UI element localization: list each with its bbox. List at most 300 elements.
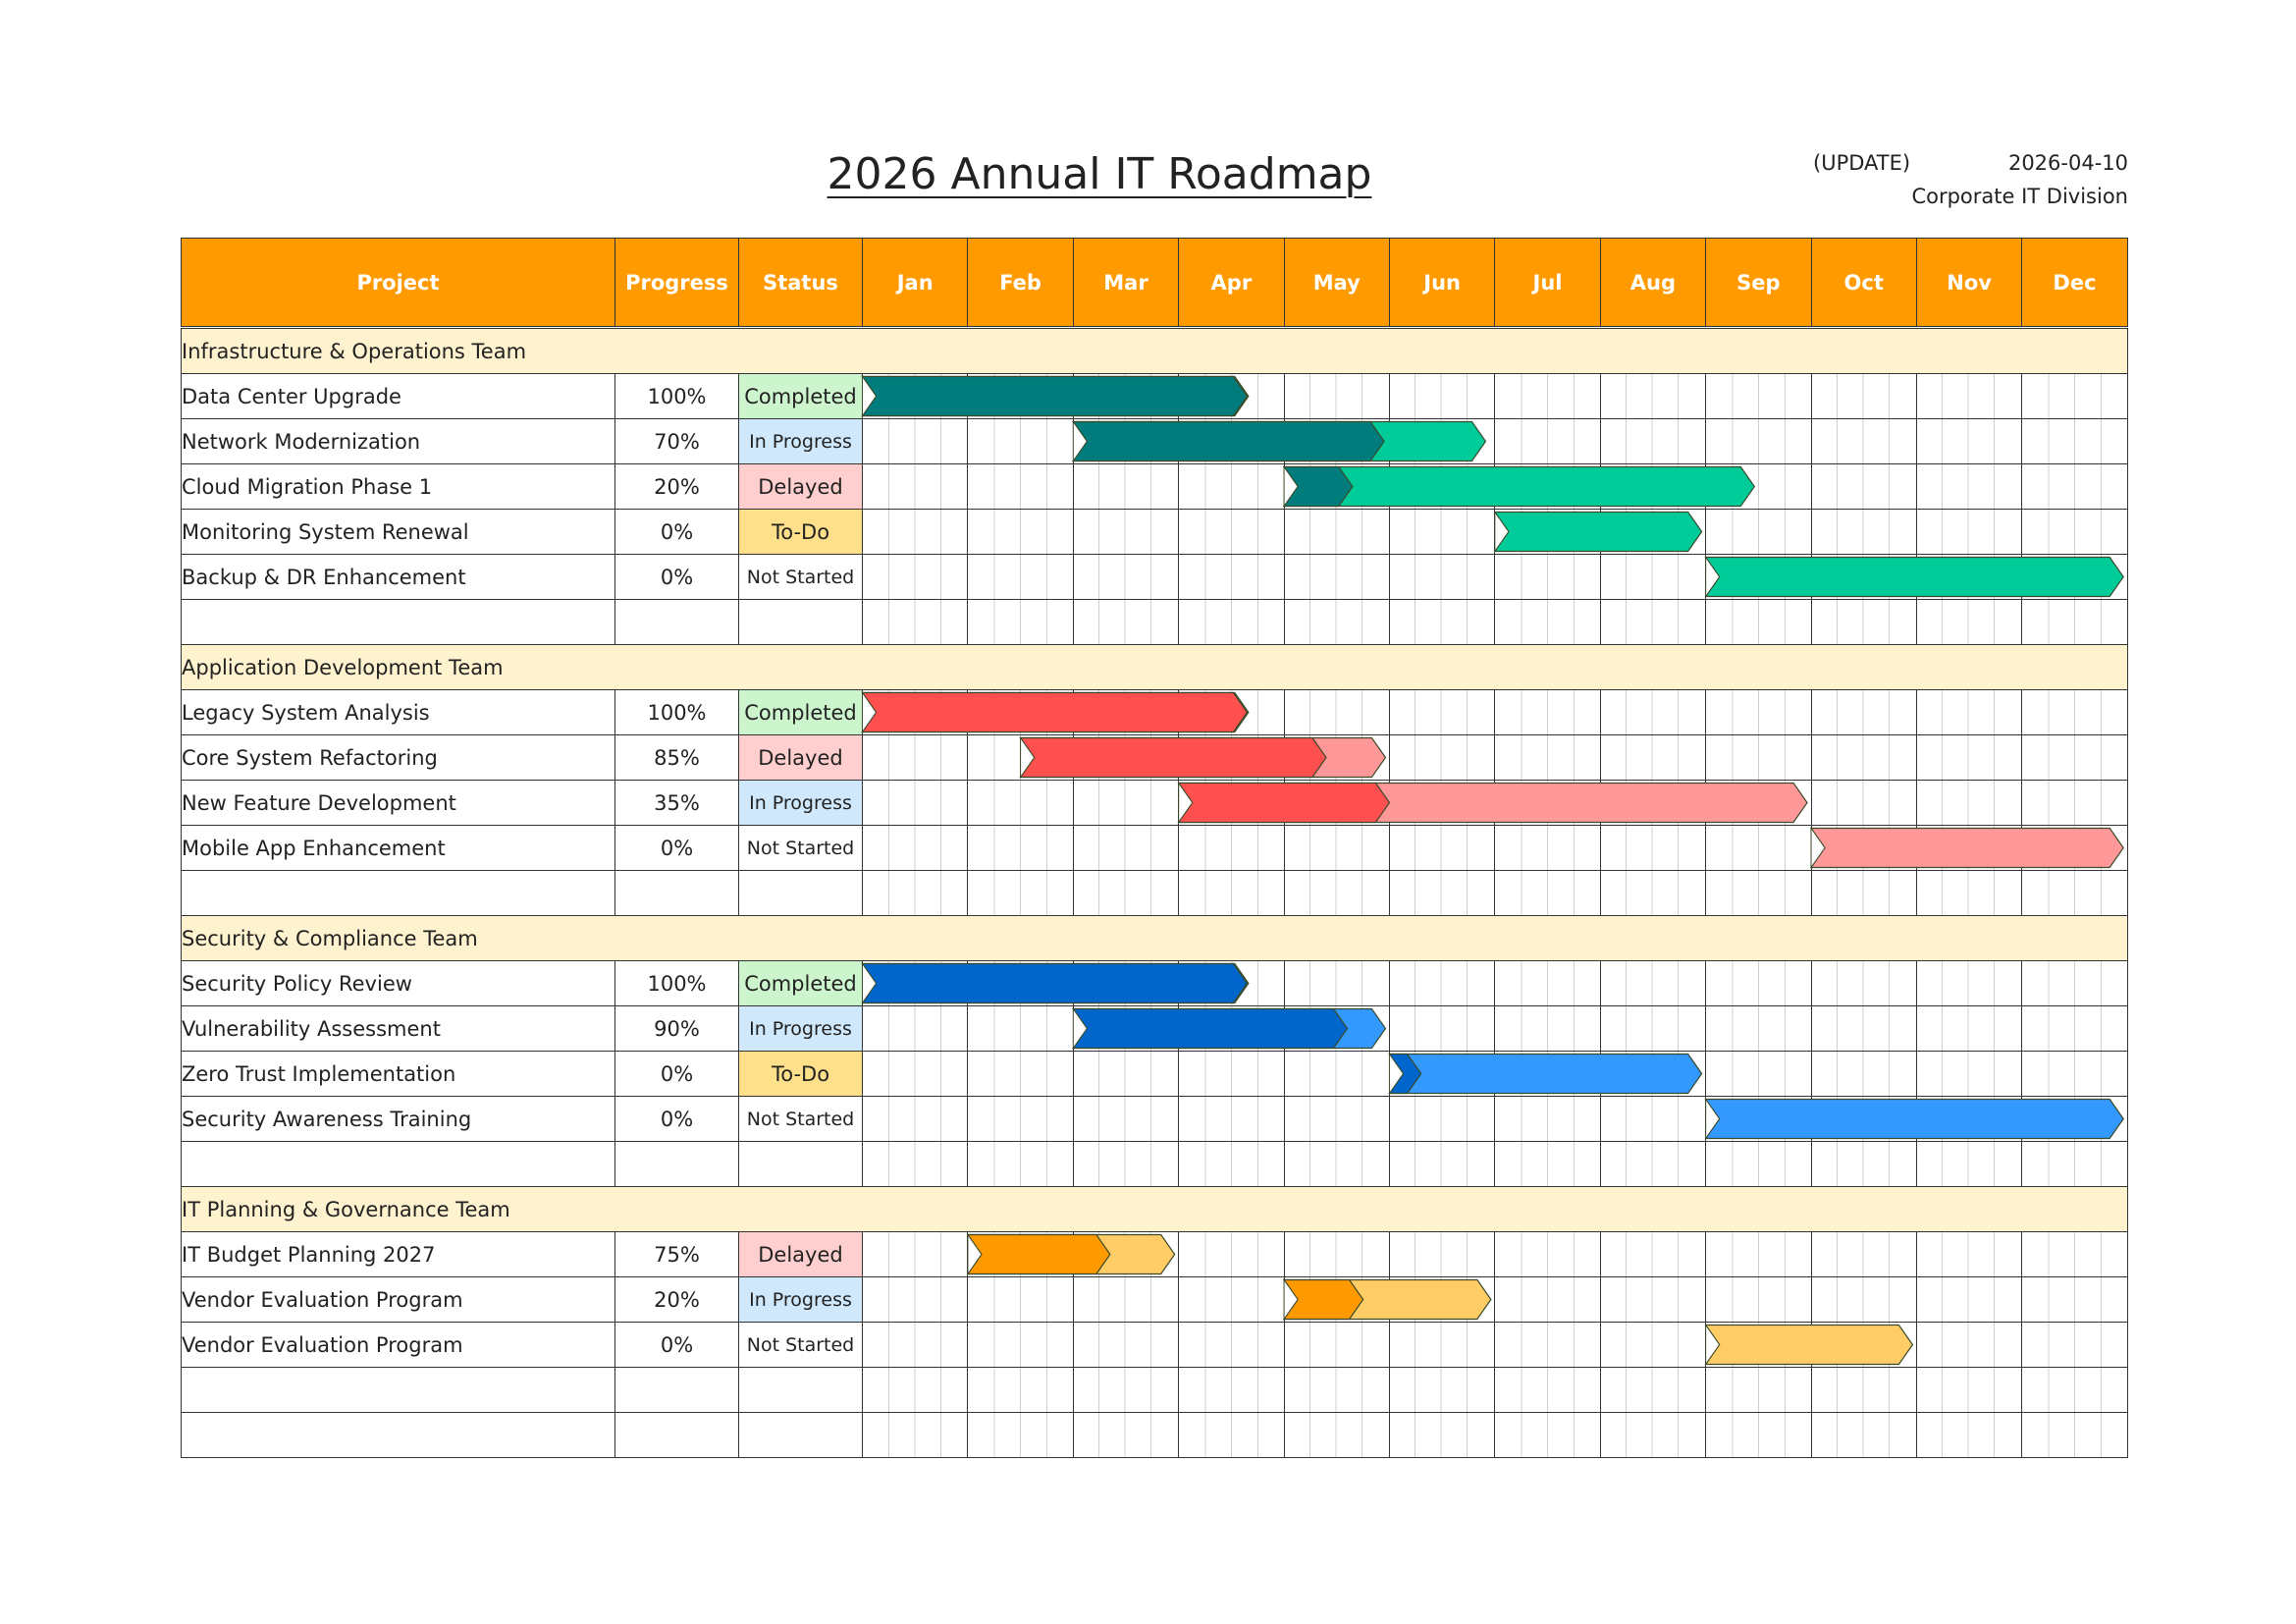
month-cell <box>863 374 968 419</box>
month-cell <box>863 555 968 600</box>
month-cell <box>1179 1052 1284 1097</box>
month-cell <box>1389 690 1494 735</box>
month-cell <box>1284 1097 1389 1142</box>
month-cell <box>1811 1232 1916 1277</box>
month-cell <box>1706 464 1811 510</box>
project-row <box>182 781 2128 826</box>
team-row <box>182 1187 2128 1232</box>
month-cell <box>1179 781 1284 826</box>
month-cell <box>1389 1052 1494 1097</box>
project-name: Vulnerability Assessment <box>182 1006 615 1052</box>
month-cell <box>1389 419 1494 464</box>
month-cell <box>863 961 968 1006</box>
month-cell <box>1389 826 1494 871</box>
month-cell <box>1073 1006 1178 1052</box>
month-cell <box>1495 735 1600 781</box>
month-cell <box>1811 735 1916 781</box>
month-cell <box>968 1368 1073 1413</box>
month-cell <box>1284 735 1389 781</box>
month-cell <box>1179 826 1284 871</box>
month-cell <box>1600 1052 1705 1097</box>
project-progress: 85% <box>615 735 739 781</box>
month-cell <box>1389 1232 1494 1277</box>
empty-cell <box>739 871 863 916</box>
month-cell <box>1073 1052 1178 1097</box>
month-cell <box>1389 1006 1494 1052</box>
month-cell <box>1389 1142 1494 1187</box>
month-cell <box>1600 1097 1705 1142</box>
month-cell <box>2022 1368 2127 1413</box>
month-cell <box>1811 1097 1916 1142</box>
status-badge: Completed <box>739 961 863 1006</box>
project-name: Data Center Upgrade <box>182 374 615 419</box>
month-header: Oct <box>1811 239 1916 328</box>
month-cell <box>1389 735 1494 781</box>
month-cell <box>1811 1413 1916 1458</box>
month-cell <box>1179 690 1284 735</box>
month-cell <box>1179 1413 1284 1458</box>
team-row <box>182 645 2128 690</box>
month-cell <box>1916 871 2021 916</box>
month-cell <box>1284 419 1389 464</box>
month-cell <box>1495 1323 1600 1368</box>
month-cell <box>1706 555 1811 600</box>
project-name: Mobile App Enhancement <box>182 826 615 871</box>
team-row <box>182 916 2128 961</box>
month-cell <box>1073 464 1178 510</box>
month-cell <box>2022 419 2127 464</box>
month-cell <box>1811 374 1916 419</box>
month-cell <box>1706 1142 1811 1187</box>
month-cell <box>1179 1277 1284 1323</box>
month-cell <box>1284 1052 1389 1097</box>
month-cell <box>1073 871 1178 916</box>
month-cell <box>1811 961 1916 1006</box>
month-cell <box>1916 1368 2021 1413</box>
month-cell <box>2022 374 2127 419</box>
month-cell <box>1706 419 1811 464</box>
month-header: Sep <box>1706 239 1811 328</box>
month-cell <box>1706 735 1811 781</box>
month-cell <box>2022 600 2127 645</box>
month-cell <box>1495 1277 1600 1323</box>
month-cell <box>1073 600 1178 645</box>
project-row <box>182 555 2128 600</box>
month-cell <box>2022 1323 2127 1368</box>
project-row <box>182 1277 2128 1323</box>
month-cell <box>1706 510 1811 555</box>
month-cell <box>1389 464 1494 510</box>
month-cell <box>1600 690 1705 735</box>
month-cell <box>1073 781 1178 826</box>
month-cell <box>1495 374 1600 419</box>
month-cell <box>1284 1368 1389 1413</box>
month-header: Aug <box>1600 239 1705 328</box>
month-cell <box>968 600 1073 645</box>
month-cell <box>1284 510 1389 555</box>
month-cell <box>1706 1006 1811 1052</box>
month-cell <box>1284 871 1389 916</box>
month-cell <box>968 419 1073 464</box>
team-row <box>182 328 2128 374</box>
month-cell <box>1811 419 1916 464</box>
project-progress: 0% <box>615 555 739 600</box>
month-cell <box>1600 826 1705 871</box>
month-cell <box>1600 1277 1705 1323</box>
status-badge: Not Started <box>739 826 863 871</box>
month-header: May <box>1284 239 1389 328</box>
month-cell <box>1495 1097 1600 1142</box>
month-header: Apr <box>1179 239 1284 328</box>
month-cell <box>1179 1142 1284 1187</box>
month-cell <box>1179 600 1284 645</box>
month-cell <box>1916 781 2021 826</box>
month-cell <box>1706 781 1811 826</box>
month-cell <box>968 781 1073 826</box>
project-row <box>182 690 2128 735</box>
month-cell <box>863 1323 968 1368</box>
month-cell <box>1389 1277 1494 1323</box>
month-cell <box>1073 1277 1178 1323</box>
month-cell <box>1073 1368 1178 1413</box>
month-cell <box>1495 600 1600 645</box>
month-cell <box>1389 1323 1494 1368</box>
month-cell <box>1389 1368 1494 1413</box>
empty-cell <box>739 1368 863 1413</box>
team-name: Infrastructure & Operations Team <box>182 328 2128 374</box>
month-cell <box>1916 1232 2021 1277</box>
month-cell <box>1179 374 1284 419</box>
month-cell <box>968 1097 1073 1142</box>
month-cell <box>1600 1323 1705 1368</box>
status-badge: Delayed <box>739 735 863 781</box>
month-cell <box>1811 1052 1916 1097</box>
month-cell <box>1916 1413 2021 1458</box>
month-cell <box>968 1323 1073 1368</box>
header-row <box>182 239 2128 328</box>
month-cell <box>1916 1097 2021 1142</box>
month-cell <box>968 961 1073 1006</box>
month-cell <box>863 1232 968 1277</box>
month-cell <box>2022 871 2127 916</box>
month-cell <box>863 1097 968 1142</box>
project-progress: 0% <box>615 1323 739 1368</box>
month-cell <box>1179 1232 1284 1277</box>
month-cell <box>1389 961 1494 1006</box>
month-cell <box>1600 871 1705 916</box>
team-name: Security & Compliance Team <box>182 916 2128 961</box>
month-cell <box>863 1052 968 1097</box>
month-cell <box>1284 961 1389 1006</box>
month-cell <box>1916 1142 2021 1187</box>
month-cell <box>1600 1413 1705 1458</box>
month-cell <box>1073 961 1178 1006</box>
empty-cell <box>615 1368 739 1413</box>
month-cell <box>1179 1097 1284 1142</box>
project-progress: 90% <box>615 1006 739 1052</box>
empty-cell <box>182 1142 615 1187</box>
month-cell <box>863 1413 968 1458</box>
month-cell <box>863 1142 968 1187</box>
month-cell <box>968 1142 1073 1187</box>
month-cell <box>1389 1413 1494 1458</box>
month-cell <box>1073 735 1178 781</box>
project-row <box>182 1323 2128 1368</box>
month-cell <box>1284 690 1389 735</box>
month-cell <box>1179 1323 1284 1368</box>
month-cell <box>1706 871 1811 916</box>
month-cell <box>1916 1006 2021 1052</box>
status-badge: In Progress <box>739 419 863 464</box>
project-row <box>182 1052 2128 1097</box>
status-badge: To-Do <box>739 510 863 555</box>
month-cell <box>1916 826 2021 871</box>
month-cell <box>1706 374 1811 419</box>
month-cell <box>1073 1323 1178 1368</box>
status-badge: Delayed <box>739 464 863 510</box>
month-cell <box>863 826 968 871</box>
project-progress: 75% <box>615 1232 739 1277</box>
project-progress: 100% <box>615 690 739 735</box>
month-cell <box>1073 510 1178 555</box>
empty-cell <box>182 1413 615 1458</box>
project-row <box>182 464 2128 510</box>
month-cell <box>2022 510 2127 555</box>
month-cell <box>1284 1006 1389 1052</box>
status-badge: In Progress <box>739 1006 863 1052</box>
month-cell <box>1811 510 1916 555</box>
project-progress: 100% <box>615 374 739 419</box>
project-row <box>182 1097 2128 1142</box>
month-cell <box>1916 419 2021 464</box>
project-progress: 0% <box>615 826 739 871</box>
status-badge: In Progress <box>739 1277 863 1323</box>
month-cell <box>1495 961 1600 1006</box>
month-cell <box>2022 555 2127 600</box>
month-cell <box>1706 600 1811 645</box>
month-header: Nov <box>1916 239 2021 328</box>
month-cell <box>1179 464 1284 510</box>
project-name: Zero Trust Implementation <box>182 1052 615 1097</box>
project-name: Security Policy Review <box>182 961 615 1006</box>
empty-cell <box>739 600 863 645</box>
month-cell <box>2022 1052 2127 1097</box>
month-header: Jun <box>1389 239 1494 328</box>
project-name: New Feature Development <box>182 781 615 826</box>
project-name: Network Modernization <box>182 419 615 464</box>
month-cell <box>863 1277 968 1323</box>
project-name: Core System Refactoring <box>182 735 615 781</box>
month-cell <box>1811 555 1916 600</box>
month-cell <box>2022 1142 2127 1187</box>
month-cell <box>1600 510 1705 555</box>
month-cell <box>968 1277 1073 1323</box>
month-cell <box>1284 1413 1389 1458</box>
month-cell <box>2022 781 2127 826</box>
month-header: Jul <box>1495 239 1600 328</box>
month-cell <box>1495 1006 1600 1052</box>
empty-cell <box>615 1142 739 1187</box>
month-cell <box>1284 600 1389 645</box>
month-cell <box>1916 690 2021 735</box>
month-cell <box>1284 1232 1389 1277</box>
month-cell <box>2022 690 2127 735</box>
month-cell <box>1389 871 1494 916</box>
update-date: 2026-04-10 <box>2007 151 2128 175</box>
project-row <box>182 826 2128 871</box>
project-name: IT Budget Planning 2027 <box>182 1232 615 1277</box>
month-cell <box>2022 1097 2127 1142</box>
project-progress: 100% <box>615 961 739 1006</box>
project-name: Monitoring System Renewal <box>182 510 615 555</box>
division-name: Corporate IT Division <box>1911 185 2128 208</box>
month-cell <box>1811 871 1916 916</box>
month-cell <box>863 1368 968 1413</box>
month-cell <box>1600 600 1705 645</box>
month-cell <box>1811 826 1916 871</box>
month-cell <box>1284 464 1389 510</box>
month-cell <box>1389 600 1494 645</box>
month-cell <box>1706 826 1811 871</box>
month-cell <box>863 781 968 826</box>
month-cell <box>968 690 1073 735</box>
project-progress: 0% <box>615 1097 739 1142</box>
month-cell <box>863 690 968 735</box>
month-cell <box>1495 464 1600 510</box>
month-header: Feb <box>968 239 1073 328</box>
team-name: Application Development Team <box>182 645 2128 690</box>
month-cell <box>968 510 1073 555</box>
month-cell <box>2022 1006 2127 1052</box>
month-cell <box>1073 826 1178 871</box>
month-cell <box>1811 1277 1916 1323</box>
column-header-progress: Progress <box>615 239 739 328</box>
month-cell <box>863 464 968 510</box>
month-cell <box>1600 735 1705 781</box>
empty-cell <box>739 1413 863 1458</box>
month-cell <box>1916 1277 2021 1323</box>
month-cell <box>1811 600 1916 645</box>
month-cell <box>1600 1006 1705 1052</box>
month-cell <box>1389 555 1494 600</box>
empty-cell <box>739 1142 863 1187</box>
empty-cell <box>615 600 739 645</box>
project-name: Vendor Evaluation Program <box>182 1323 615 1368</box>
month-cell <box>1179 419 1284 464</box>
project-row <box>182 419 2128 464</box>
month-cell <box>1284 1277 1389 1323</box>
status-badge: Delayed <box>739 1232 863 1277</box>
blank-row <box>182 1368 2128 1413</box>
month-cell <box>1600 781 1705 826</box>
blank-row <box>182 600 2128 645</box>
month-cell <box>1916 961 2021 1006</box>
month-cell <box>2022 735 2127 781</box>
month-cell <box>1916 555 2021 600</box>
month-cell <box>1179 735 1284 781</box>
month-cell <box>1179 1006 1284 1052</box>
project-row <box>182 510 2128 555</box>
month-cell <box>968 1006 1073 1052</box>
month-cell <box>1073 1413 1178 1458</box>
project-row <box>182 735 2128 781</box>
month-cell <box>863 419 968 464</box>
month-cell <box>1811 464 1916 510</box>
status-badge: Not Started <box>739 1323 863 1368</box>
month-cell <box>863 735 968 781</box>
empty-cell <box>615 1413 739 1458</box>
month-cell <box>1179 1368 1284 1413</box>
month-cell <box>1600 419 1705 464</box>
month-cell <box>1706 1097 1811 1142</box>
month-cell <box>2022 1277 2127 1323</box>
month-cell <box>968 871 1073 916</box>
project-progress: 35% <box>615 781 739 826</box>
month-cell <box>1073 690 1178 735</box>
empty-cell <box>182 600 615 645</box>
month-cell <box>968 464 1073 510</box>
month-cell <box>968 1052 1073 1097</box>
month-cell <box>1811 781 1916 826</box>
month-cell <box>1916 374 2021 419</box>
month-cell <box>1495 871 1600 916</box>
month-cell <box>1600 1368 1705 1413</box>
column-header-status: Status <box>739 239 863 328</box>
page-title: 2026 Annual IT Roadmap <box>827 149 1372 199</box>
empty-cell <box>182 871 615 916</box>
month-cell <box>1495 1368 1600 1413</box>
month-cell <box>1811 1323 1916 1368</box>
project-name: Cloud Migration Phase 1 <box>182 464 615 510</box>
project-progress: 20% <box>615 464 739 510</box>
month-cell <box>1073 1232 1178 1277</box>
month-cell <box>1706 1052 1811 1097</box>
team-name: IT Planning & Governance Team <box>182 1187 2128 1232</box>
month-cell <box>1916 600 2021 645</box>
month-cell <box>1389 510 1494 555</box>
month-cell <box>968 1232 1073 1277</box>
month-cell <box>1073 1097 1178 1142</box>
month-cell <box>968 555 1073 600</box>
month-cell <box>1811 1142 1916 1187</box>
project-progress: 20% <box>615 1277 739 1323</box>
month-cell <box>968 374 1073 419</box>
month-cell <box>1495 1232 1600 1277</box>
month-cell <box>1495 555 1600 600</box>
month-cell <box>2022 464 2127 510</box>
month-cell <box>1706 1277 1811 1323</box>
project-progress: 0% <box>615 510 739 555</box>
month-cell <box>2022 1232 2127 1277</box>
month-cell <box>1916 510 2021 555</box>
month-cell <box>1389 1097 1494 1142</box>
month-cell <box>1284 555 1389 600</box>
month-cell <box>1179 510 1284 555</box>
month-cell <box>1389 374 1494 419</box>
status-badge: Not Started <box>739 555 863 600</box>
month-cell <box>1073 555 1178 600</box>
month-cell <box>863 1006 968 1052</box>
month-cell <box>1284 1323 1389 1368</box>
month-cell <box>1811 1006 1916 1052</box>
month-cell <box>968 735 1073 781</box>
project-name: Backup & DR Enhancement <box>182 555 615 600</box>
month-cell <box>1916 1323 2021 1368</box>
month-cell <box>1073 374 1178 419</box>
project-row <box>182 1232 2128 1277</box>
project-name: Security Awareness Training <box>182 1097 615 1142</box>
month-cell <box>1916 735 2021 781</box>
